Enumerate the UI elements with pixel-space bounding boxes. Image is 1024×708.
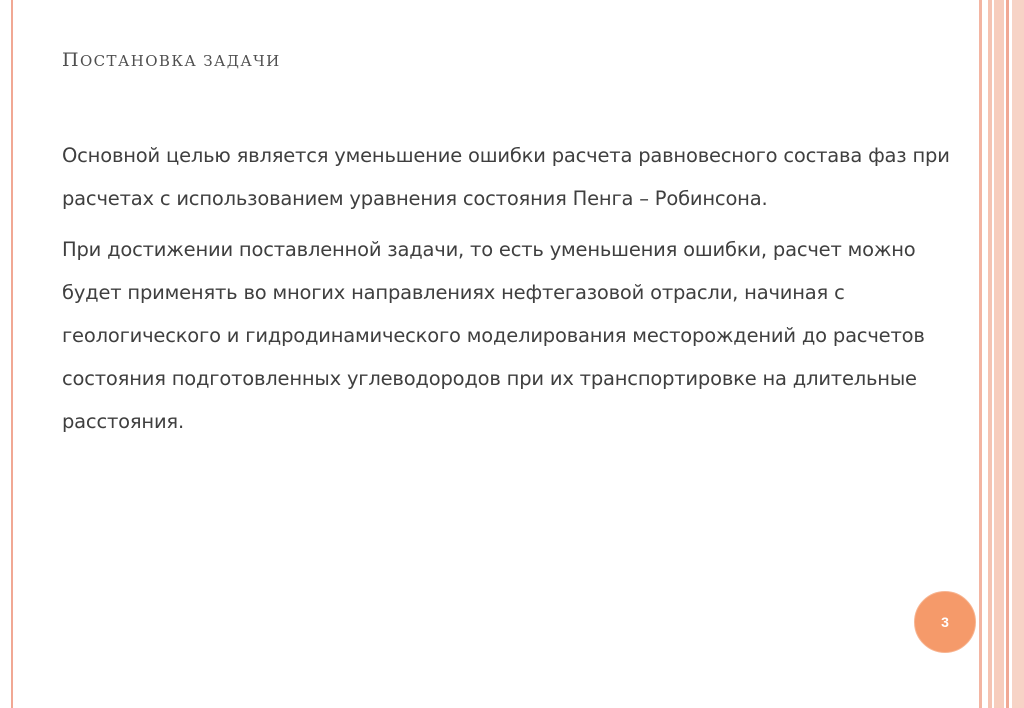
paragraph: При достижении поставленной задачи, то есть уменьшения ошибки, расчет можно будет применять во многих направлениях нефтегазовой отрасли, начиная с геологического и гидродинамического моделирования месторождений до расчетов состояния подготовленных углеводородов при их транспортировке на длительные расстояния. [62,238,925,433]
right-stripe [979,0,982,708]
left-border-line [11,0,13,708]
paragraph: Основной целью является уменьшение ошибки расчета равновесного состава фаз при расчетах с использованием уравнения состояния Пенга – Робинсона. [62,144,950,210]
right-stripe [994,0,1004,708]
right-stripe [1012,0,1024,708]
slide-title-initial: П [62,49,80,71]
right-stripe [988,0,992,708]
right-stripe [1006,0,1009,708]
slide-body [62,134,967,451]
page-number-badge: 3 [914,591,976,653]
slide-title [62,49,281,71]
slide-title-rest: ОСТАНОВКА ЗАДАЧИ [79,52,281,70]
